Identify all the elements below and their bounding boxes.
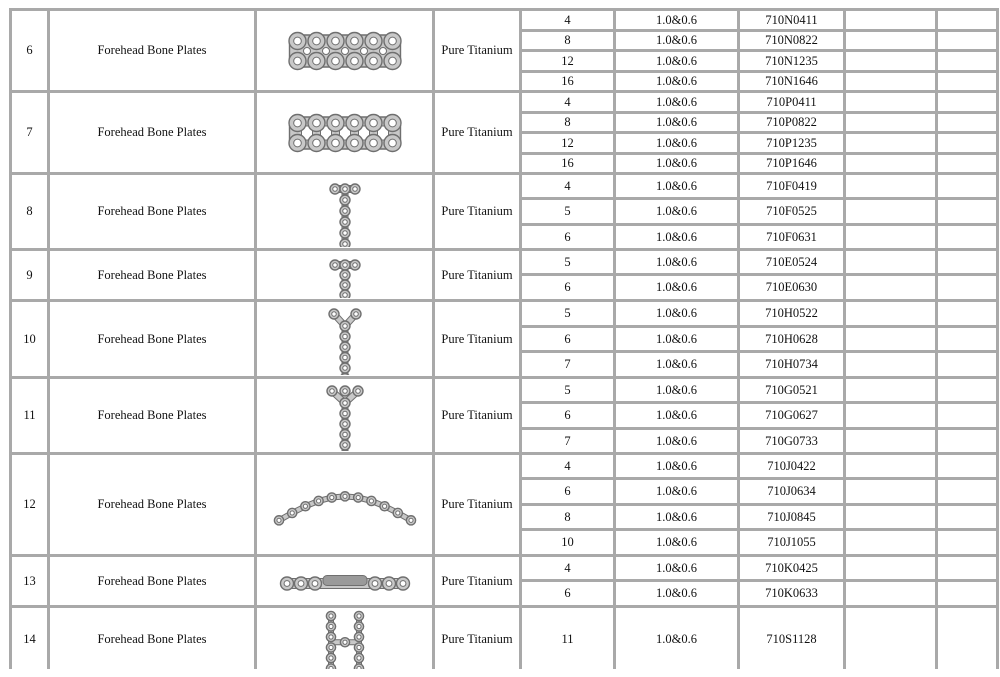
empty-cell (937, 133, 998, 154)
plate-2x6-ladder-icon (257, 95, 432, 171)
product-image-cell (256, 250, 434, 301)
holes-cell: 4 (521, 454, 615, 479)
product-code-cell: 710H0628 (739, 327, 845, 352)
thickness-cell: 1.0&0.6 (615, 10, 739, 31)
holes-cell: 7 (521, 429, 615, 454)
empty-cell (937, 581, 998, 607)
holes-cell: 16 (521, 154, 615, 174)
empty-cell (937, 301, 998, 327)
thickness-cell: 1.0&0.6 (615, 505, 739, 530)
table-row (11, 378, 998, 403)
holes-cell: 8 (521, 31, 615, 51)
product-name-cell: Forehead Bone Plates (49, 10, 256, 92)
product-code-cell: 710N1235 (739, 51, 845, 72)
product-code-cell: 710H0522 (739, 301, 845, 327)
empty-cell (937, 174, 998, 199)
holes-cell: 12 (521, 51, 615, 72)
plate-t-shape-short-icon (257, 253, 432, 298)
empty-cell (845, 72, 937, 92)
holes-cell: 5 (521, 301, 615, 327)
material-cell: Pure Titanium (434, 378, 521, 454)
table-row (11, 250, 998, 275)
holes-cell: 6 (521, 479, 615, 505)
plate-2x6-grid-icon (257, 13, 432, 89)
row-number-cell: 6 (11, 10, 49, 92)
holes-cell: 6 (521, 225, 615, 250)
empty-cell (845, 479, 937, 505)
holes-cell: 16 (521, 72, 615, 92)
empty-cell (937, 225, 998, 250)
product-code-cell: 710P0822 (739, 113, 845, 133)
material-cell: Pure Titanium (434, 10, 521, 92)
thickness-cell: 1.0&0.6 (615, 275, 739, 301)
thickness-cell: 1.0&0.6 (615, 607, 739, 672)
row-number-cell: 9 (11, 250, 49, 301)
material-cell: Pure Titanium (434, 174, 521, 250)
holes-cell: 6 (521, 403, 615, 429)
empty-cell (845, 199, 937, 225)
empty-cell (845, 505, 937, 530)
holes-cell: 4 (521, 556, 615, 581)
empty-cell (937, 51, 998, 72)
product-name-cell: Forehead Bone Plates (49, 174, 256, 250)
thickness-cell: 1.0&0.6 (615, 154, 739, 174)
plate-t-shape-icon (257, 177, 432, 247)
holes-cell: 4 (521, 174, 615, 199)
table-row (11, 92, 998, 113)
table-row (11, 174, 998, 199)
empty-cell (845, 154, 937, 174)
holes-cell: 12 (521, 133, 615, 154)
thickness-cell: 1.0&0.6 (615, 556, 739, 581)
thickness-cell: 1.0&0.6 (615, 72, 739, 92)
empty-cell (937, 607, 998, 672)
product-code-cell: 710P1646 (739, 154, 845, 174)
thickness-cell: 1.0&0.6 (615, 327, 739, 352)
material-cell: Pure Titanium (434, 92, 521, 174)
product-name-cell: Forehead Bone Plates (49, 556, 256, 607)
product-code-cell: 710F0525 (739, 199, 845, 225)
product-code-cell: 710P0411 (739, 92, 845, 113)
empty-cell (845, 327, 937, 352)
thickness-cell: 1.0&0.6 (615, 133, 739, 154)
empty-cell (937, 429, 998, 454)
holes-cell: 11 (521, 607, 615, 672)
thickness-cell: 1.0&0.6 (615, 250, 739, 275)
empty-cell (937, 154, 998, 174)
table-row (11, 301, 998, 327)
empty-cell (845, 250, 937, 275)
empty-cell (845, 113, 937, 133)
empty-cell (937, 10, 998, 31)
empty-cell (937, 454, 998, 479)
thickness-cell: 1.0&0.6 (615, 113, 739, 133)
plate-curved-arc-icon (257, 457, 432, 553)
page-bottom-margin (0, 669, 1000, 677)
material-cell: Pure Titanium (434, 301, 521, 378)
empty-cell (845, 556, 937, 581)
thickness-cell: 1.0&0.6 (615, 581, 739, 607)
product-image-cell (256, 378, 434, 454)
product-name-cell: Forehead Bone Plates (49, 607, 256, 672)
empty-cell (937, 352, 998, 378)
product-code-cell: 710S1128 (739, 607, 845, 672)
product-name-cell: Forehead Bone Plates (49, 250, 256, 301)
holes-cell: 6 (521, 275, 615, 301)
holes-cell: 5 (521, 378, 615, 403)
product-code-cell: 710E0630 (739, 275, 845, 301)
product-code-cell: 710E0524 (739, 250, 845, 275)
holes-cell: 4 (521, 10, 615, 31)
product-code-cell: 710K0425 (739, 556, 845, 581)
empty-cell (937, 92, 998, 113)
empty-cell (845, 133, 937, 154)
material-cell: Pure Titanium (434, 556, 521, 607)
empty-cell (845, 301, 937, 327)
thickness-cell: 1.0&0.6 (615, 51, 739, 72)
product-image-cell (256, 10, 434, 92)
plate-bridge-icon (257, 559, 432, 604)
row-number-cell: 10 (11, 301, 49, 378)
empty-cell (845, 92, 937, 113)
product-code-cell: 710G0733 (739, 429, 845, 454)
product-code-cell: 710J0422 (739, 454, 845, 479)
product-image-cell (256, 301, 434, 378)
table-row (11, 607, 998, 672)
product-code-cell: 710N0822 (739, 31, 845, 51)
empty-cell (937, 199, 998, 225)
bone-plate-spec-table (9, 8, 999, 673)
thickness-cell: 1.0&0.6 (615, 174, 739, 199)
product-code-cell: 710N1646 (739, 72, 845, 92)
product-code-cell: 710J0845 (739, 505, 845, 530)
product-code-cell: 710F0631 (739, 225, 845, 250)
thickness-cell: 1.0&0.6 (615, 454, 739, 479)
empty-cell (845, 530, 937, 556)
empty-cell (937, 327, 998, 352)
empty-cell (937, 113, 998, 133)
product-name-cell: Forehead Bone Plates (49, 92, 256, 174)
product-code-cell: 710G0521 (739, 378, 845, 403)
thickness-cell: 1.0&0.6 (615, 31, 739, 51)
material-cell: Pure Titanium (434, 250, 521, 301)
empty-cell (937, 378, 998, 403)
holes-cell: 6 (521, 581, 615, 607)
thickness-cell: 1.0&0.6 (615, 199, 739, 225)
empty-cell (845, 275, 937, 301)
empty-cell (845, 51, 937, 72)
empty-cell (937, 505, 998, 530)
product-code-cell: 710P1235 (739, 133, 845, 154)
holes-cell: 6 (521, 327, 615, 352)
product-image-cell (256, 556, 434, 607)
empty-cell (845, 607, 937, 672)
thickness-cell: 1.0&0.6 (615, 530, 739, 556)
holes-cell: 7 (521, 352, 615, 378)
thickness-cell: 1.0&0.6 (615, 225, 739, 250)
product-code-cell: 710K0633 (739, 581, 845, 607)
plate-y-shape-wide-icon (257, 381, 432, 451)
holes-cell: 5 (521, 250, 615, 275)
table-row (11, 556, 998, 581)
empty-cell (845, 174, 937, 199)
row-number-cell: 13 (11, 556, 49, 607)
thickness-cell: 1.0&0.6 (615, 378, 739, 403)
holes-cell: 5 (521, 199, 615, 225)
empty-cell (937, 31, 998, 51)
row-number-cell: 12 (11, 454, 49, 556)
product-code-cell: 710G0627 (739, 403, 845, 429)
product-image-cell (256, 174, 434, 250)
plate-h-shape-icon (257, 610, 432, 669)
product-image-cell (256, 454, 434, 556)
product-name-cell: Forehead Bone Plates (49, 454, 256, 556)
holes-cell: 8 (521, 113, 615, 133)
product-code-cell: 710J0634 (739, 479, 845, 505)
empty-cell (845, 429, 937, 454)
thickness-cell: 1.0&0.6 (615, 301, 739, 327)
row-number-cell: 11 (11, 378, 49, 454)
row-number-cell: 14 (11, 607, 49, 672)
empty-cell (937, 479, 998, 505)
thickness-cell: 1.0&0.6 (615, 92, 739, 113)
empty-cell (845, 581, 937, 607)
product-code-cell: 710N0411 (739, 10, 845, 31)
empty-cell (937, 275, 998, 301)
plate-y-shape-icon (257, 304, 432, 375)
holes-cell: 8 (521, 505, 615, 530)
thickness-cell: 1.0&0.6 (615, 403, 739, 429)
product-name-cell: Forehead Bone Plates (49, 301, 256, 378)
product-code-cell: 710J1055 (739, 530, 845, 556)
empty-cell (845, 225, 937, 250)
product-name-cell: Forehead Bone Plates (49, 378, 256, 454)
empty-cell (845, 403, 937, 429)
thickness-cell: 1.0&0.6 (615, 352, 739, 378)
product-code-cell: 710F0419 (739, 174, 845, 199)
empty-cell (937, 556, 998, 581)
empty-cell (845, 454, 937, 479)
product-image-cell (256, 92, 434, 174)
empty-cell (845, 31, 937, 51)
empty-cell (937, 403, 998, 429)
product-image-cell (256, 607, 434, 672)
empty-cell (845, 378, 937, 403)
material-cell: Pure Titanium (434, 454, 521, 556)
material-cell: Pure Titanium (434, 607, 521, 672)
holes-cell: 4 (521, 92, 615, 113)
table-row (11, 10, 998, 31)
empty-cell (845, 352, 937, 378)
empty-cell (845, 10, 937, 31)
empty-cell (937, 530, 998, 556)
row-number-cell: 8 (11, 174, 49, 250)
row-number-cell: 7 (11, 92, 49, 174)
empty-cell (937, 250, 998, 275)
empty-cell (937, 72, 998, 92)
table-row (11, 454, 998, 479)
thickness-cell: 1.0&0.6 (615, 429, 739, 454)
holes-cell: 10 (521, 530, 615, 556)
product-code-cell: 710H0734 (739, 352, 845, 378)
thickness-cell: 1.0&0.6 (615, 479, 739, 505)
